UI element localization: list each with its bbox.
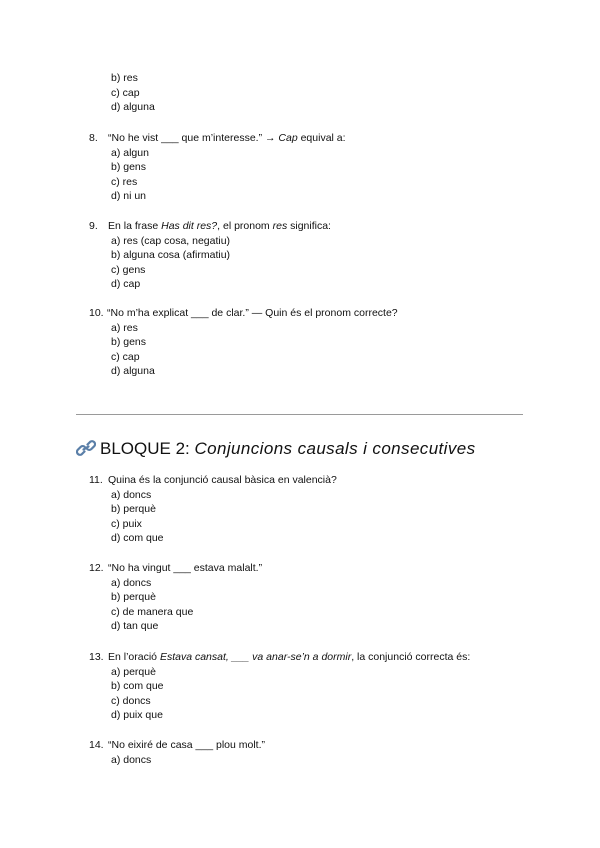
link-icon xyxy=(76,439,96,463)
option: b) gens xyxy=(111,336,147,349)
question-number: 10. xyxy=(89,307,104,319)
question-number: 13. xyxy=(89,651,104,663)
option: b) gens xyxy=(111,161,147,174)
option: d) com que xyxy=(111,532,164,545)
question-8 xyxy=(0,131,600,204)
option: b) com que xyxy=(111,680,164,693)
option: d) alguna xyxy=(111,101,155,114)
option-list xyxy=(0,576,600,634)
option: d) alguna xyxy=(111,365,155,378)
question-stem: 14. “No eixiré de casa ___ plou molt.” xyxy=(89,739,265,751)
option: a) res (cap cosa, negatiu) xyxy=(111,234,231,247)
question-number: 14. xyxy=(89,739,104,751)
option-list xyxy=(0,71,600,115)
question-stem: 9. En la frase Has dit res?, el pronom res significa: xyxy=(89,220,331,232)
option-list xyxy=(0,321,600,379)
option: c) doncs xyxy=(111,694,151,707)
question-13 xyxy=(0,650,600,723)
option: c) puix xyxy=(111,517,142,530)
question-stem: 11. Quina és la conjunció causal bàsica en valencià? xyxy=(89,474,337,486)
question-stem: 12. “No ha vingut ___ estava malalt.” xyxy=(89,562,263,574)
option: d) tan que xyxy=(111,620,159,633)
option-list xyxy=(0,665,600,723)
option-list xyxy=(0,234,600,292)
option: d) cap xyxy=(111,278,141,291)
section-divider xyxy=(76,414,523,415)
question-number: 11. xyxy=(89,474,103,486)
option: b) alguna cosa (afirmatiu) xyxy=(111,249,231,262)
question-14 xyxy=(0,738,600,767)
option: c) de manera que xyxy=(111,605,194,618)
question-stem: 8. “No he vist ___ que m’interesse.” → Cap equival a: xyxy=(89,132,346,144)
question-10 xyxy=(0,306,600,379)
option: a) perquè xyxy=(111,665,156,678)
option: a) doncs xyxy=(111,753,152,766)
option: a) res xyxy=(111,321,138,334)
question-11 xyxy=(0,473,600,546)
option-list xyxy=(0,488,600,546)
option: c) res xyxy=(111,175,138,188)
option: c) cap xyxy=(111,86,140,99)
section-heading: BLOQUE 2: Conjuncions causals i consecutives xyxy=(76,438,476,463)
question-7-continuation xyxy=(0,71,600,115)
question-9 xyxy=(0,219,600,292)
question-number: 8. xyxy=(89,132,98,144)
question-number: 9. xyxy=(89,220,98,232)
option: b) perquè xyxy=(111,591,156,604)
option: d) puix que xyxy=(111,709,163,722)
option: a) doncs xyxy=(111,576,152,589)
question-number: 12. xyxy=(89,562,104,574)
option: a) algun xyxy=(111,146,149,159)
option-list xyxy=(0,753,600,768)
option: b) perquè xyxy=(111,503,156,516)
option: c) cap xyxy=(111,350,140,363)
question-stem: 10. “No m’ha explicat ___ de clar.” — Quin és el pronom correcte? xyxy=(89,307,398,319)
question-stem: 13. En l’oració Estava cansat, ___ va anar-se’n a dormir, la conjunció correcta és: xyxy=(89,651,471,663)
option-list xyxy=(0,146,600,204)
question-12 xyxy=(0,561,600,634)
option: a) doncs xyxy=(111,488,152,501)
option: c) gens xyxy=(111,263,146,276)
option: d) ni un xyxy=(111,190,147,203)
option: b) res xyxy=(111,72,138,84)
